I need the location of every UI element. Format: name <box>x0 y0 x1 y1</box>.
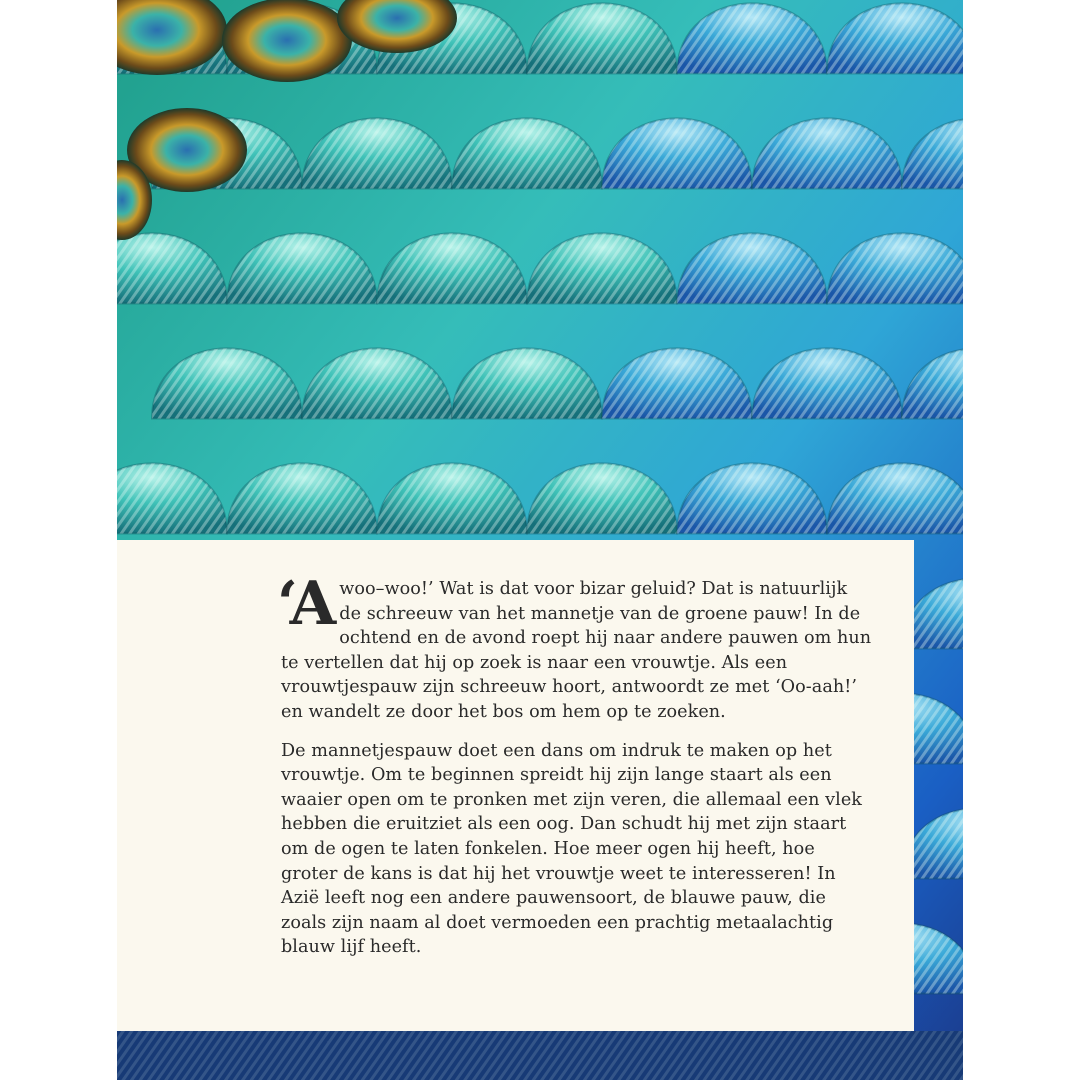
book-page <box>117 0 963 1080</box>
paragraph-1-text: woo–woo!’ Wat is dat voor bizar geluid? Dat is natuurlijk de schreeuw van het mannetje van de groene pauw! In de ochtend en de avond roept hij naar andere pauwen om hun te vertellen dat hij op zoek is naar een vrouwtje. Als een vrouwtjespauw zijn schreeuw hoort, antwoordt ze met ‘Oo-aah!’ en wandelt ze door het bos om hem op te zoeken. <box>281 579 872 722</box>
article-text-panel <box>117 540 914 1031</box>
paragraph-2: De mannetjespauw doet een dans om indruk te maken op het vrouwtje. Om te beginnen spreidt hij zijn lange staart als een waaier open om te pronken met zijn veren, die allemaal een vlek hebben die eruitziet als een oog. Dan schudt hij met zijn staart om de ogen te laten fonkelen. Hoe meer ogen hij heeft, hoe groter de kans is dat hij het vrouwtje weet te interesseren! In Azië leeft nog een andere pauwensoort, de blauwe pauw, die zoals zijn naam al doet vermoeden een prachtig metaalachtig blauw lijf heeft. <box>281 740 862 958</box>
paragraph-1 <box>277 569 874 725</box>
drop-cap: ‘A <box>277 569 337 639</box>
